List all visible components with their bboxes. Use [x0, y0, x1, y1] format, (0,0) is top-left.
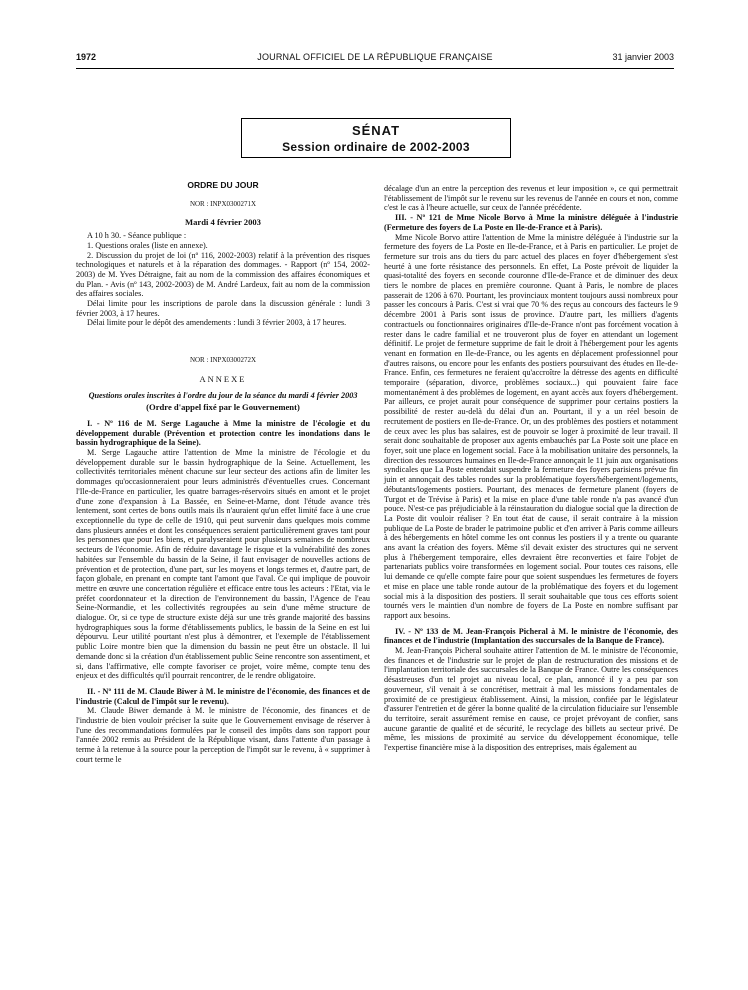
left-column	[76, 181, 370, 765]
right-column	[384, 184, 678, 753]
running-header	[76, 52, 674, 66]
session-date-heading: Mardi 4 février 2003	[185, 217, 261, 228]
page-number: 1972	[76, 52, 97, 62]
agenda-time: A 10 h 30. - Séance publique :	[87, 231, 187, 241]
question-121-body: Mme Nicole Borvo attire l'attention de Mme la ministre déléguée à l'industrie sur la fermeture des foyers de La Poste en Ile-de-France, et à Paris en particulier. Le projet de fermeture sur trois ans du tiers du parc actuel des places en foyer d'hébergement s'est heurté à une forte résistance des personnels. En effet, La Poste prévoit de liquider la quasi-totalité des foyers en seconde couronne d'Ile-de-France et de diminuer des deux tiers le nombre de places en première couronne. Quant à Paris, le nombre de places passerait de 1206 à 670. Pourtant, les provinciaux montent toujours aussi nombreux pour passer les concours à Paris. C'est si vrai que 70 % des reçus au concours des facteurs le 9 décembre 2001 à Paris sont issus de province. D'autre part, les milliers d'agents contractuels ou fonctionnaires originaires d'Ile-de-France n'ont pas forcément vocation à rester dans le cadre familial et ne trouveront plus de foyer en attendant un logement définitif. Le projet de fermeture supprime de fait le droit à l'hébergement pour les agents venant en formation en Ile-de-France, ou les agents en déplacement professionnel pour d'autres raisons, ou encore pour les enfants des postiers poursuivant des études en Ile-de-France. Enfin, ces fermetures ne feraient qu'accroître la détresse des agents en difficulté temporaire (séparation, divorce, problèmes sociaux...) qui pouvaient faire face momentanément à des problèmes de logement, en ayant accès aux foyers d'hébergement. Par ailleurs, ce projet aurait pour conséquence de supprimer pour certains postiers la possibilité de rester au-delà du délai d'un an. Pourtant, il y a un réel besoin de recrutement de postiers en Ile-de-France. Or, un des problèmes des postiers et notamment de ceux avec les plus bas salaires, est de pouvoir se loger à proximité de leur travail. Il serait donc souhaitable de proposer aux agents embauchés par La Poste soit une place en foyer, soit une place en logement social. Face à la mobilisation unitaire des personnels, la direction des ressources humaines en Ile-de-France annonçait le 11 juin aux organisations syndicales que La Poste entendait suspendre la fermeture des foyers parisiens prévue fin juin et annonçait des tables rondes sur la problématique foyers/hébergement/logements, débutants/logements postiers. Pourtant, des menaces de fermeture planent (foyers de Turgot et de Trévise à Paris) et la mise en place d'une table ronde n'a pas avancé d'un pouce. N'est-ce pas préjudiciable à la réinstauration du dialogue social que la direction de La Poste dit vouloir réaliser ? En tout état de cause, il serait contraire à la mission publique de La Poste de brader le patrimoine public et d'en arriver à Paris comme ailleurs à des hébergements en hôtel comme les ont connus les postiers il y a trente ou quarante ans avant la création des foyers. Même s'il devait exister des structures qui ne servent plus à l'hébergement temporaire, elles devraient être reconverties et faire l'objet de partenariats publics voire transformées en logement social. Pour toutes ces raisons, elle lui demande ce qu'elle compte faire pour que soient suspendues les fermetures de foyers et mise en place une table ronde autour de la problématique des foyers et du logement social mis à la disposition des postiers. Il serait souhaitable que tous ces efforts soient tournés vers le maintien d'un nombre de foyers de La Poste en nombre suffisant par rapport aux besoins.	[384, 232, 678, 620]
question-111-title: II. - Nº 111 de M. Claude Biwer à M. le ministre de l'économie, des finances et de l'industrie (Calcul de l'impôt sur le revenu).	[76, 686, 370, 706]
question-111-body: M. Claude Biwer demande à M. le ministre de l'économie, des finances et de l'industrie de bien vouloir préciser la suite que le Gouvernement envisage de réserver à l'une des recommandations formulées par le conseil des impôts dans son rapport pour l'année 2002 remis au Président de la République visant, dans l'attente d'un passage à terme à la retenue à la source pour la perception de l'impôt sur le revenu, à « supprimer à court terme le	[76, 706, 370, 764]
annexe-heading: ANNEXE	[199, 373, 247, 384]
question-116-title: I. - Nº 116 de M. Serge Lagauche à Mme la ministre de l'écologie et du développement durable (Prévention et protection contre les inondations dans le bassin hydrographique de la Seine).	[76, 418, 370, 448]
senat-title: SÉNAT	[351, 123, 401, 138]
session-title: Session ordinaire de 2002-2003	[282, 140, 470, 154]
issue-date: 31 janvier 2003	[612, 52, 674, 62]
deadline-speakers: Délai limite pour les inscriptions de parole dans la discussion générale : lundi 3 février 2003, à 17 heures.	[76, 299, 370, 318]
nor-reference-2: NOR : INPX0300272X	[189, 356, 257, 365]
header-rule	[76, 68, 674, 69]
senat-title-box	[241, 118, 511, 158]
agenda-item-2: 2. Discussion du projet de loi (nº 116, 2002-2003) relatif à la prévention des risques technologiques et naturels et à la réparation des dommages. - Rapport (nº 154, 2002-2003) de M. Yves Détraigne, fait au nom de la commission des affaires économiques et du Plan. - Avis (nº 143, 2002-2003) de M. André Lardeux, fait au nom de la commission des affaires sociales.	[76, 250, 370, 299]
journal-title: JOURNAL OFFICIEL DE LA RÉPUBLIQUE FRANÇAISE	[257, 52, 493, 62]
deadline-amendments: Délai limite pour le dépôt des amendements : lundi 3 février 2003, à 17 heures.	[87, 318, 347, 328]
question-116-body: M. Serge Lagauche attire l'attention de Mme la ministre de l'écologie et du développement durable sur le bassin hydrographique de la Seine. Actuellement, les collectivités territoriales mènent chacune sur leur secteur des actions afin de limiter les dommages qu'occasionneraient pour leurs administrés d'éventuelles crues. Concernant l'Ile-de-France en particulier, les quatre barrages-réservoirs situés en amont et le projet d'une zone d'expansion à La Bassée, en Seine-et-Marne, dont l'étude avance très lentement, sont certes de bons outils mais ils n'auraient qu'un effet limité face à une crue exceptionnelle du type de celle de 1910, qui peut survenir dans quelques mois comme dans plusieurs années et dont les conséquences seraient particulièrement graves tant pour les personnes que pour les biens, et paralyseraient pour plusieurs semaines de nombreux secteurs de l'économie. Afin de réduire davantage le risque et la vulnérabilité des zones habitées sur l'ensemble du bassin de la Seine, il faut envisager de nouvelles actions de prévention et de protection, d'une part, sur les moyens et longs termes et, d'autre part, de façon globale, en prenant en compte tant l'amont que l'aval. Ce qui implique de pouvoir mettre en œuvre une concertation régulière et efficace entre tous les acteurs : l'Etat, via le préfet coordonnateur et la direction de l'environnement du bassin, l'Agence de l'eau Seine-Normandie, et les collectivités regroupées au sein d'une même structure de dialogue. Or, si ce type de structure existe déjà sur une très grande majorité des bassins hydrographiques sous la forme d'établissements publics, le bassin de la Seine en est lui dépourvu. Leur utilité pourtant n'est plus à démontrer, et l'exemple de l'établissement public Loire montre bien que la dimension du bassin ne peut être un obstacle. Il lui demande donc si la création d'un établissement public Seine rencontre son assentiment, et si, dans l'affirmative, elle compte favoriser ce projet, voire même, compte tenu des enjeux et des difficultés qu'il pourrait rencontrer, de le rendre obligatoire.	[76, 448, 370, 681]
agenda-item-1: 1. Questions orales (liste en annexe).	[87, 240, 208, 250]
nor-reference-1: NOR : INPX0300271X	[189, 199, 257, 208]
question-111-continuation: décalage d'un an entre la perception des revenus et leur imposition », ce qui permettrait l'établissement de l'impôt sur le revenu sur les revenus de l'année en cours et non, comme c'est le cas à l'heure actuelle, sur ceux de l'année précédente.	[384, 184, 678, 213]
question-133-body: M. Jean-François Picheral souhaite attirer l'attention de M. le ministre de l'économie, des finances et de l'industrie sur le projet de plan de restructuration des missions et de l'implantation territoriale des succursales de la Banque de France. Outre les conséquences désastreuses d'un tel projet au niveau local, ce plan, annoncé il y a peu par son gouverneur, s'il venait à se concrétiser, mettrait à mal les missions fondamentales de proximité de ce prestigieux établissement. Ainsi, la mission, confiée par le législateur d'assurer l'entretien et de gérer la bonne qualité de la circulation fiduciaire sur l'ensemble du territoire, serait assurément remise en cause, ce projet prévoyant de confier, sans aucune garantie de qualité et de sécurité, le recyclage des billets au secteur privé. De même, les missions de proximité au service du développement économique, telle l'expertise financière mise à la disposition des entreprises, mais également au	[384, 646, 678, 753]
question-121-title: III. - Nº 121 de Mme Nicole Borvo à Mme la ministre déléguée à l'industrie (Fermeture des foyers de La Poste en Ile-de-France et à Paris).	[384, 213, 678, 232]
ordre-du-jour-heading: ORDRE DU JOUR	[187, 180, 259, 190]
questions-heading: Questions orales inscrites à l'ordre du jour de la séance du mardi 4 février 2003	[88, 390, 358, 400]
ordre-appel-heading: (Ordre d'appel fixé par le Gouvernement)	[146, 402, 300, 413]
question-133-title: IV. - Nº 133 de M. Jean-François Picheral à M. le ministre de l'économie, des finances et de l'industrie (Implantation des succursales de la Banque de France).	[384, 626, 678, 646]
